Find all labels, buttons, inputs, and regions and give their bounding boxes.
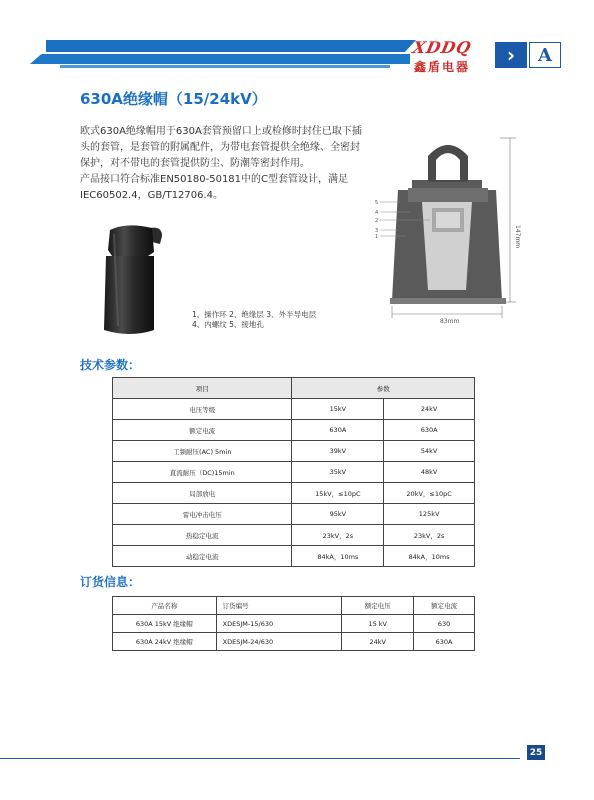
chevron-right-icon[interactable]: › xyxy=(495,42,527,68)
table-cell: 雷电冲击电压 xyxy=(113,504,292,525)
table-cell: 84kA，10ms xyxy=(384,546,475,567)
description-line: 保护，对不带电的套管提供防尘、防潮等密封作用。 xyxy=(80,158,310,169)
table-row xyxy=(113,504,475,525)
table-cell: 23kV，2s xyxy=(384,525,475,546)
order-section-title: 订货信息： xyxy=(80,575,141,589)
table-cell: XDESJM-15/630 xyxy=(216,615,342,633)
page-title: 630A绝缘帽（15/24kV） xyxy=(80,90,267,108)
table-cell: 630A xyxy=(414,633,475,651)
table-cell: 54kV xyxy=(384,441,475,462)
section-letter-badge: A xyxy=(529,42,561,68)
table-cell: 630A 24kV 绝缘帽 xyxy=(113,633,217,651)
table-cell: 630A 15kV 绝缘帽 xyxy=(113,615,217,633)
description-line: 产品接口符合标准EN50180-50181中的C型套管设计，满足 xyxy=(80,174,349,185)
table-row xyxy=(113,615,475,633)
callout-label: 2 xyxy=(375,218,379,224)
table-row xyxy=(113,483,475,504)
table-cell: 630A xyxy=(292,420,384,441)
table-cell: 39kV xyxy=(292,441,384,462)
order-table xyxy=(112,596,475,651)
product-photo xyxy=(96,222,168,336)
table-cell: 15kV xyxy=(292,399,384,420)
table-row xyxy=(113,525,475,546)
footer-divider xyxy=(0,758,520,759)
spec-section-title: 技术参数： xyxy=(80,358,141,372)
table-cell: 48kV xyxy=(384,462,475,483)
description-line: 欧式630A绝缘帽用于630A套管预留口上或检修时封住已取下插 xyxy=(80,126,362,137)
table-cell: 35kV xyxy=(292,462,384,483)
company-name: 鑫盾电器 xyxy=(414,60,471,74)
table-cell: 84kA，10ms xyxy=(292,546,384,567)
table-cell: 工频耐压(AC) 5min xyxy=(113,441,292,462)
table-row xyxy=(113,420,475,441)
description-line: IEC60502.4，GB/T12706.4。 xyxy=(80,190,224,201)
table-header-cell: 参数 xyxy=(292,378,475,399)
header-stripe xyxy=(30,54,410,64)
callout-label: 1 xyxy=(375,234,379,240)
width-dimension: 83mm xyxy=(440,318,460,325)
height-dimension: 147mm xyxy=(514,225,521,249)
table-row xyxy=(113,546,475,567)
table-cell: 23kV，2s xyxy=(292,525,384,546)
table-cell: 20kV，≤10pC xyxy=(384,483,475,504)
callout-label: 5 xyxy=(375,200,379,206)
table-cell: XDESJM-24/630 xyxy=(216,633,342,651)
callout-label: 4 xyxy=(375,210,379,216)
header-stripe xyxy=(46,40,416,52)
table-cell: 630A xyxy=(384,420,475,441)
table-cell: 热稳定电流 xyxy=(113,525,292,546)
table-row xyxy=(113,441,475,462)
table-header-row xyxy=(113,597,475,615)
table-row xyxy=(113,399,475,420)
legend-line: 4、内螺纹 5、接地孔 xyxy=(192,320,264,329)
table-row xyxy=(113,462,475,483)
table-cell: 额定电流 xyxy=(113,420,292,441)
table-cell: 125kV xyxy=(384,504,475,525)
table-cell: 局部放电 xyxy=(113,483,292,504)
table-cell: 24kV xyxy=(342,633,414,651)
table-row xyxy=(113,633,475,651)
table-cell: 直流耐压（DC)15min xyxy=(113,462,292,483)
table-header-cell: 项目 xyxy=(113,378,292,399)
table-header-cell: 产品名称 xyxy=(113,597,217,615)
table-cell: 95kV xyxy=(292,504,384,525)
spec-table xyxy=(112,377,475,567)
description-line: 头的套管，是套管的附属配件，为带电套管提供全绝缘、全密封 xyxy=(80,142,360,153)
header-stripe xyxy=(60,65,390,68)
table-cell: 630 xyxy=(414,615,475,633)
table-cell: 动稳定电流 xyxy=(113,546,292,567)
page-number: 25 xyxy=(527,745,545,760)
table-header-cell: 额定电流 xyxy=(414,597,475,615)
callout-label: 3 xyxy=(375,228,379,234)
table-header-cell: 订货编号 xyxy=(216,597,342,615)
company-logo: XDDQ xyxy=(411,38,474,57)
legend-line: 1、操作环 2、绝缘层 3、外半导电层 xyxy=(192,310,317,319)
table-header-cell: 额定电压 xyxy=(342,597,414,615)
table-cell: 电压等级 xyxy=(113,399,292,420)
table-cell: 15kV，≤10pC xyxy=(292,483,384,504)
table-cell: 15 kV xyxy=(342,615,414,633)
table-header-row xyxy=(113,378,475,399)
technical-drawing xyxy=(370,130,530,330)
table-cell: 24kV xyxy=(384,399,475,420)
